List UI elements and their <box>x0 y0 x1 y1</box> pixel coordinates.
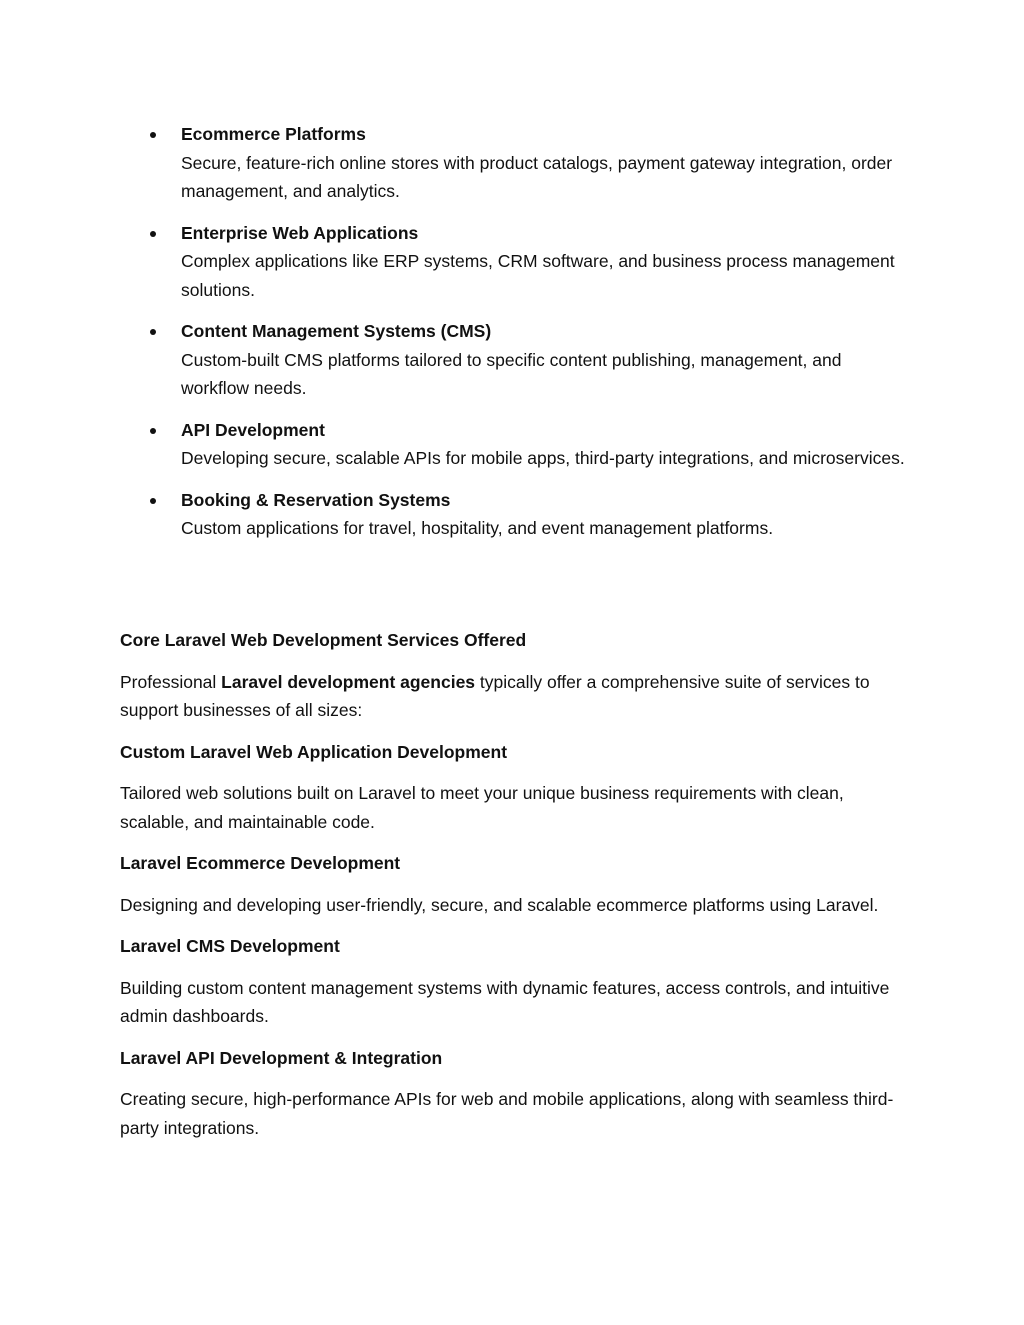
service-description: Tailored web solutions built on Laravel to meet your unique business requirements with clean, scalable, and maintainable code. <box>120 783 844 832</box>
list-item-title: API Development <box>181 419 325 440</box>
list-item-description: Developing secure, scalable APIs for mobile apps, third-party integrations, and microservices. <box>181 448 905 468</box>
service-description: Creating secure, high-performance APIs for web and mobile applications, along with seamless third-party integrations. <box>120 1089 894 1138</box>
service-title: Laravel Ecommerce Development <box>120 853 401 873</box>
service-title: Custom Laravel Web Application Development <box>120 741 508 762</box>
list-item-title: Enterprise Web Applications <box>181 222 419 243</box>
service-description: Building custom content management systems with dynamic features, access controls, and intuitive admin dashboards. <box>120 977 890 1026</box>
intro-paragraph <box>120 668 900 725</box>
intro-bold-term: Laravel development agencies <box>221 671 476 692</box>
project-type-list <box>150 120 910 556</box>
list-item-description: Secure, feature-rich online stores with product catalogs, payment gateway integration, order management, and analytics. <box>181 152 893 201</box>
list-item-description: Custom-built CMS platforms tailored to specific content publishing, management, and workflow needs. <box>181 349 842 398</box>
list-item <box>150 120 910 206</box>
list-item <box>150 219 910 305</box>
list-item-title: Ecommerce Platforms <box>181 124 366 144</box>
bullet-icon <box>150 132 156 138</box>
list-item <box>150 317 910 403</box>
bullet-icon <box>150 428 156 434</box>
list-item-description: Custom applications for travel, hospitality, and event management platforms. <box>181 518 774 538</box>
list-item-title: Booking & Reservation Systems <box>181 489 451 510</box>
bullet-icon <box>150 231 156 237</box>
list-item <box>150 416 910 473</box>
intro-suffix: typically offer a comprehensive suite of services to support businesses of all sizes: <box>120 671 870 720</box>
bullet-icon <box>150 329 156 335</box>
service-description: Designing and developing user-friendly, secure, and scalable ecommerce platforms using Laravel. <box>120 894 879 915</box>
core-services-section <box>120 626 900 1142</box>
intro-prefix: Professional <box>120 671 222 692</box>
list-item-description: Complex applications like ERP systems, CRM software, and business process management solutions. <box>181 251 895 300</box>
service-title: Laravel API Development & Integration <box>120 1047 443 1068</box>
bullet-icon <box>150 498 156 504</box>
list-item <box>150 486 910 543</box>
list-item-title: Content Management Systems (CMS) <box>181 321 492 341</box>
service-title: Laravel CMS Development <box>120 936 340 956</box>
section-heading: Core Laravel Web Development Services Offered <box>120 630 527 650</box>
